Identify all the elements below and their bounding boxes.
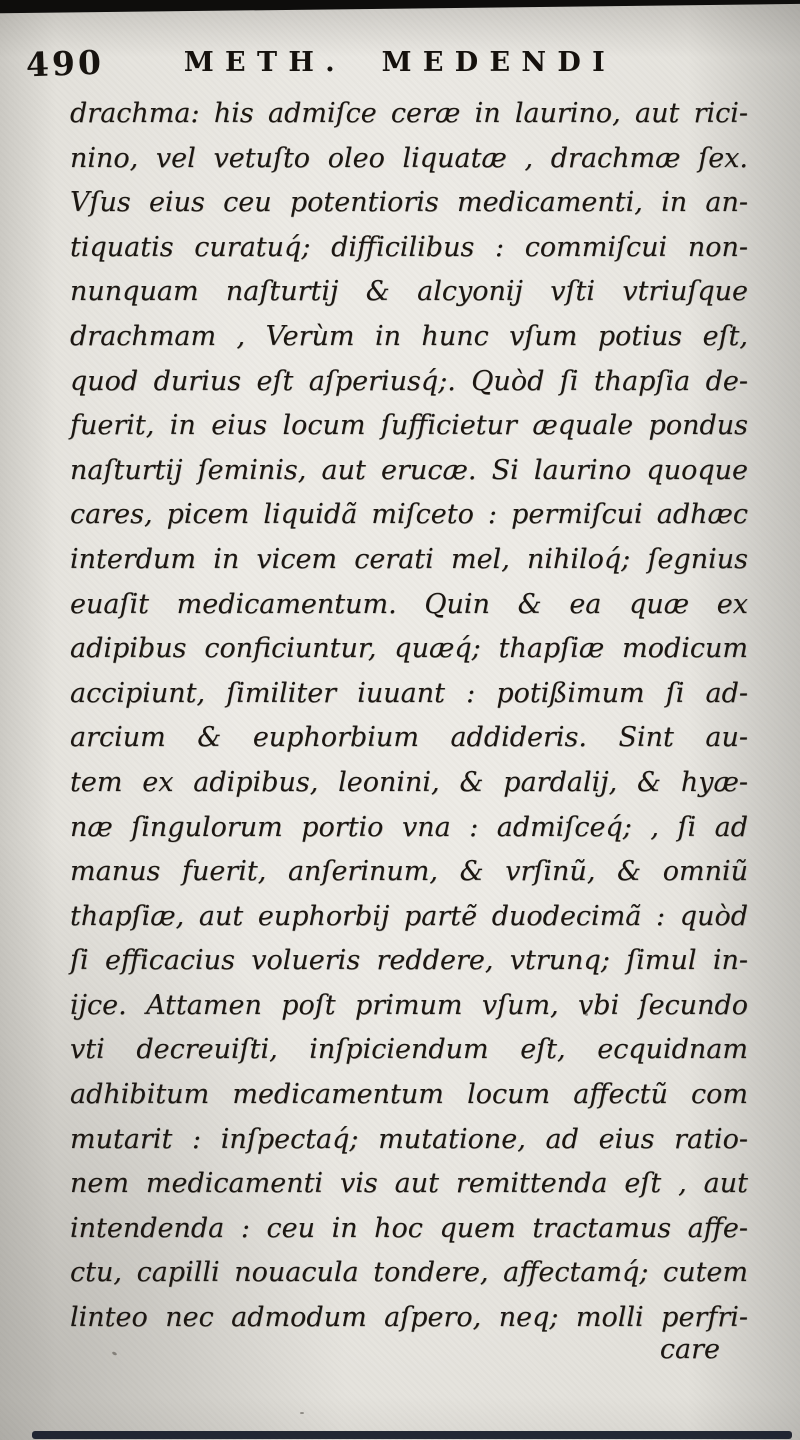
body-line: drachma: his admiſce ceræ in laurino, aut rici- bbox=[70, 98, 748, 129]
body-line: nem medicamenti vis aut remittenda eſt , aut bbox=[70, 1168, 748, 1200]
body-text-block bbox=[70, 92, 748, 1341]
body-line: nunquam naſturtij & alcyonij vſti vtriuſque bbox=[70, 276, 748, 308]
body-line: quod durius eſt aſperiusq́;. Quòd ſi thapſia de- bbox=[70, 365, 748, 397]
catchword: care bbox=[659, 1334, 720, 1365]
body-line: næ ſingulorum portio vna : admiſceq́; , ſi ad bbox=[70, 811, 748, 843]
body-line: fuerit, in eius locum ſufficietur æquale pondus bbox=[70, 410, 748, 442]
body-line: interdum in vicem cerati mel, nihiloq́; ſegnius bbox=[70, 543, 748, 575]
body-line: ſi efficacius volueris reddere, vtrunq; ſimul in- bbox=[70, 945, 748, 977]
scan-speck bbox=[585, 1013, 588, 1016]
body-line: intendenda : ceu in hoc quem tractamus affe- bbox=[70, 1212, 748, 1244]
body-line: accipiunt, ſimiliter iuuant : potißimum ſi ad- bbox=[70, 677, 748, 709]
running-title: METH. MEDENDI bbox=[183, 47, 617, 78]
body-line: naſturtij ſeminis, aut erucæ. Si laurino quoque bbox=[70, 454, 748, 486]
body-line: cares, picem liquidã miſceto : permiſcui adhæc bbox=[70, 499, 748, 531]
body-line: nino, vel vetuſto oleo liquatæ , drachmæ ſex. bbox=[70, 142, 748, 174]
body-line: ijce. Attamen poſt primum vſum, vbi ſecundo bbox=[70, 989, 748, 1021]
body-line: drachmam , Verùm in hunc vſum potius eſt, bbox=[70, 320, 748, 352]
body-line: Vſus eius ceu potentioris medicamenti, in an- bbox=[70, 187, 748, 219]
body-line: tiquatis curatuq́; difficilibus : commiſcui non- bbox=[70, 231, 748, 263]
body-line: linteo nec admodum aſpero, neq; molli perfri- bbox=[70, 1302, 748, 1334]
body-line: mutarit : inſpectaq́; mutatione, ad eius ratio- bbox=[70, 1123, 748, 1155]
body-line: arcium & euphorbium addideris. Sint au- bbox=[70, 722, 748, 754]
body-line: vti decreuiſti, inſpiciendum eſt, ecquidnam bbox=[70, 1034, 748, 1066]
body-line: adipibus conficiuntur, quæq́; thapſiæ modicum bbox=[70, 633, 748, 665]
scan-bottom-edge-shadow bbox=[32, 1431, 792, 1439]
scan-top-edge-shadow bbox=[0, 0, 800, 14]
scan-speck bbox=[112, 1351, 118, 1356]
body-line: tem ex adipibus, leonini, & pardalij, & hyæ- bbox=[70, 766, 748, 798]
body-line: thapſiæ, aut euphorbij partẽ duodecimã : quòd bbox=[70, 900, 748, 932]
body-line: adhibitum medicamentum locum affectũ com bbox=[70, 1079, 748, 1111]
scan-speck bbox=[300, 1412, 304, 1414]
body-line: euaſit medicamentum. Quin & ea quæ ex bbox=[70, 588, 748, 620]
page-number: 490 bbox=[25, 42, 105, 85]
body-line: ctu, capilli nouacula tondere, affectamq́; cutem bbox=[70, 1257, 748, 1289]
body-line: manus fuerit, anſerinum, & vrſinũ, & omniũ bbox=[70, 856, 748, 888]
